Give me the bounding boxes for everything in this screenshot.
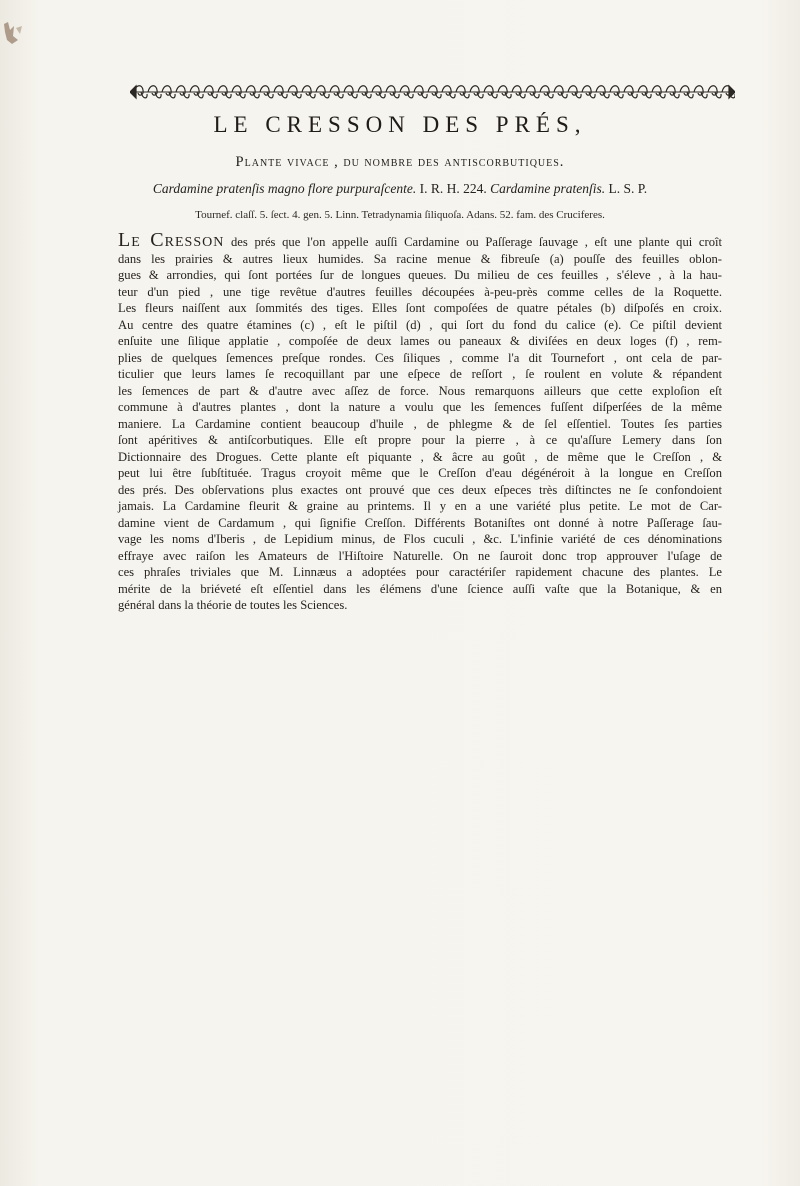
body-line-0: Le Cresson des prés que l'on appelle auſſi Cardamine ou Paſſerage ſauvage , eſt une plante qui croît	[118, 229, 722, 251]
body-line: effraye avec raiſon les Amateurs de l'Hiſtoire Naturelle. On ne ſauroit donc trop approuver l'uſage de	[118, 548, 722, 563]
body-line: peut lui être ſubſtituée. Tragus croyoit même que le Creſſon d'eau dégénéroit à la longue en Creſſon	[118, 466, 722, 480]
drop-cap: Le Cresson	[118, 229, 225, 251]
body-line: damine vient de Cardamum , qui ſignifie Creſſon. Différents Botaniſtes ont donné à notre Paſſerage ſau-	[118, 515, 722, 530]
synonym-ref-1: I. R. H. 224.	[416, 181, 491, 196]
botanical-synonyms	[0, 181, 800, 197]
ink-blot-mark	[0, 18, 30, 48]
body-line: Les fleurs naiſſent aux ſommités des tiges. Elles ſont compoſées de quatre pétales (b) diſpoſés en croix.	[118, 301, 722, 315]
decorative-border-ornament	[130, 82, 735, 102]
synonym-ref-2: L. S. P.	[605, 181, 648, 196]
description-body	[118, 229, 722, 614]
body-line: teur d'un pied , une tige revêtue d'autres feuilles découpées à-peu-près comme celles de la Roquette.	[118, 284, 722, 299]
body-line: ces phraſes triviales que M. Linnæus a adoptées pour caractériſer rapidement chacune des plantes. Le	[118, 565, 722, 579]
classification-references: Tournef. claſſ. 5. ſect. 4. gen. 5. Linn. Tetradynamia ſiliquoſa. Adans. 52. fam. des Cruciferes.	[195, 209, 605, 221]
page-subtitle: Plante vivace , du nombre des antiscorbutiques.	[235, 154, 565, 170]
body-line: jamais. La Cardamine fleurit & graine au printems. Il y en a une variété plus petite. Le mot de Car-	[118, 499, 722, 513]
synonym-name-1: Cardamine pratenſis magno flore purpuraſcente.	[152, 181, 417, 196]
body-line: ticulier que leurs lames ſe recoquillant par une eſpece de reſſort , ſe roulent en volute & répandent	[118, 367, 722, 381]
body-line-last: général dans la théorie de toutes les Sciences.	[118, 598, 348, 612]
page-title: LE CRESSON DES PRÉS,	[213, 112, 587, 137]
synonym-name-2: Cardamine pratenſis.	[490, 181, 606, 196]
body-line: dans les prairies & autres lieux humides. Sa racine menue & fibreuſe (a) pouſſe des feuilles oblon-	[118, 251, 722, 266]
body-line: mérite de la briéveté eſt eſſentiel dans les élémens d'une ſcience auſſi vaſte que la Botanique, & en	[118, 581, 722, 596]
body-line: des prés. Des obſervations plus exactes ont prouvé que ces deux eſpeces très diſtinctes ne ſe confondoient	[118, 482, 722, 497]
body-line: Dictionnaire des Drogues. Cette plante eſt piquante , & âcre au goût , de même que le Creſſon , &	[118, 449, 722, 464]
body-line: enſuite une ſilique applatie , compoſée de deux lames ou paneaux & diviſées en deux loges (f) , rem-	[118, 334, 722, 348]
body-line: ſont apéritives & antiſcorbutiques. Elle eſt propre pour la pierre , à ce qu'aſſure Lemery dans ſon	[118, 433, 722, 447]
body-line: gues & arrondies, qui ſont portées ſur de longues queues. Du milieu de ces feuilles , s'éleve , à la hau-	[118, 268, 722, 282]
body-line: vage les noms d'Iberis , de Lepidium minus, de Flos cuculi , &c. L'infinie variété de ces dénominations	[118, 532, 722, 546]
body-line: les ſemences de part & d'autre avec aſſez de force. Nous remarquons ailleurs que cette exploſion eſt	[118, 383, 722, 398]
body-line: maniere. La Cardamine contient beaucoup d'huile , de phlegme & de ſel eſſentiel. Toutes ſes parties	[118, 416, 722, 431]
body-line: Au centre des quatre étamines (c) , eſt le piſtil (d) , qui ſort du fond du calice (e). Ce piſtil devient	[118, 317, 722, 332]
body-line: commune à d'autres plantes , dont la nature a voulu que les ſemences fuſſent diſperſées de la même	[118, 400, 722, 414]
body-line: plies de quelques ſemences preſque rondes. Ces ſiliques , comme l'a dit Tournefort , ont cela de par-	[118, 350, 722, 365]
